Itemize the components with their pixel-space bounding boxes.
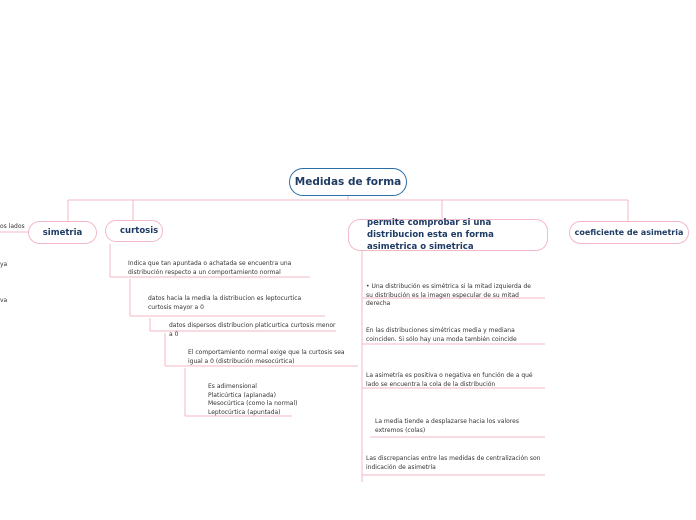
asim-note-cola[interactable]: La asimetría es positiva o negativa en función de a qué lado se encuentra la cola de la distribución (366, 372, 533, 388)
curtosis-note-leptocurtica[interactable]: datos hacia la media la distribucion es leptocurtica curtosis mayor a 0 (148, 295, 302, 311)
tipo-item: Es adimensional (208, 383, 257, 390)
branch-comprobar-label: permite comprobar si una distribucion esta en forma asimetrica o simetrica (367, 218, 494, 252)
asim-note-discrepancias[interactable]: Las discrepancias entre las medidas de centralización son indicación de asimetría (366, 455, 541, 471)
curtosis-note-tipos[interactable] (208, 383, 297, 417)
branch-comprobar[interactable] (348, 219, 548, 251)
asim-note-media-mediana[interactable]: En las distribuciones simétricas media y mediana coinciden. Si sólo hay una moda también coincide (366, 327, 517, 343)
curtosis-note-definicion[interactable]: Indica que tan apuntada o achatada se encuentra una distribución respecto a un comportamiento normal (128, 260, 292, 276)
branch-simetria-label: simetria (42, 227, 83, 238)
root-node[interactable] (289, 168, 407, 196)
branch-curtosis[interactable] (105, 220, 163, 242)
tipo-item: Leptocúrtica (apuntada) (208, 408, 281, 416)
left-fragment-3: va (0, 297, 8, 304)
branch-curtosis-label: curtosis (120, 226, 159, 236)
branch-simetria[interactable] (28, 221, 97, 244)
tipo-item: Platicúrtica (aplanada) (208, 391, 276, 399)
left-fragment-1: os lados (0, 223, 25, 230)
tipo-item: Mesocúrtica (como la normal) (208, 400, 298, 407)
curtosis-note-platicurtica[interactable]: datos dispersos distribucion platicurtica curtosis menor a 0 (169, 322, 336, 338)
asim-note-desplazamiento[interactable]: La media tiende a desplazarse hacia los valores extremos (colas) (375, 418, 519, 434)
root-title: Medidas de forma (294, 176, 402, 188)
curtosis-note-mesocurtica[interactable]: El comportamiento normal exige que la curtosis sea igual a 0 (distribución mesocúrtica) (188, 349, 345, 365)
asim-note-simetrica[interactable]: • Una distribución es simétrica si la mitad izquierda de su distribución es la imagen especular de su mitad derecha (366, 283, 531, 307)
branch-coeficiente[interactable] (569, 221, 689, 244)
branch-coeficiente-label: coeficiente de asimetria (574, 228, 684, 237)
left-fragment-2: ya (0, 261, 8, 268)
